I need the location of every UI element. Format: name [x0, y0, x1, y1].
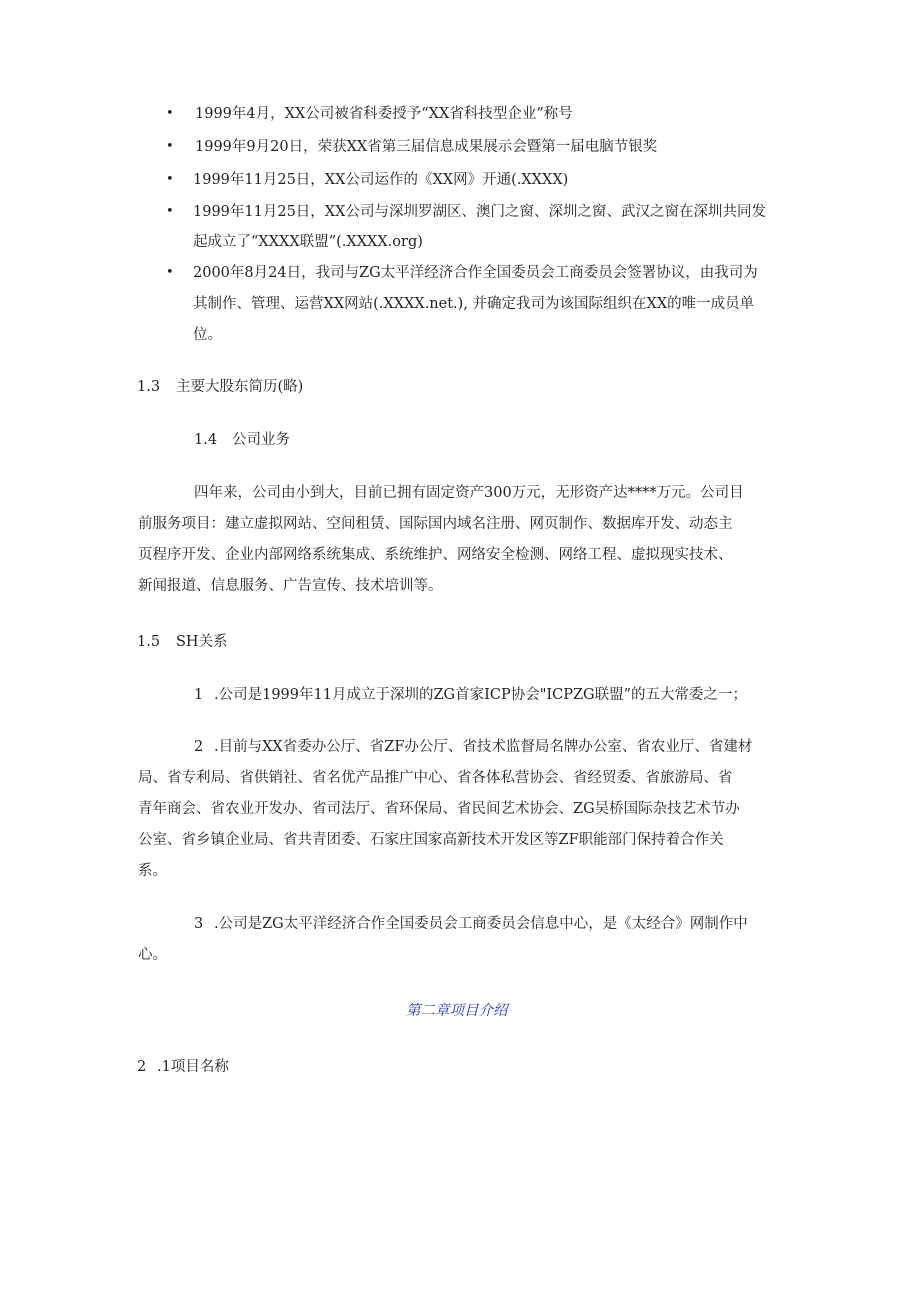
item-number: 1	[194, 687, 204, 703]
item-text-line: 局、省专利局、省供销社、省名优产品推广中心、省各体私营协会、省经贸委、省旅游局、省	[138, 770, 733, 786]
event-text-line: 起成立了“XXXX联盟”(.XXXX.org)	[193, 234, 423, 250]
bullet-marker: •	[166, 106, 174, 121]
item-text-line: 心。	[138, 947, 167, 963]
event-text-line: 1999年11月25日，XX公司运作的《XX网》开通(.XXXX)	[193, 172, 569, 188]
paragraph-line: 前服务项目：建立虚拟网站、空间租赁、国际国内域名注册、网页制作、数据库开发、动态主	[138, 516, 733, 532]
item-text-line: 系。	[138, 863, 167, 879]
section-number: 1.3	[137, 379, 161, 395]
section-number: 2	[137, 1059, 147, 1075]
event-text-line: 1999年4月，XX公司被省科委授予“XX省科技型企业”称号	[195, 106, 573, 122]
paragraph-line: 页程序开发、企业内部网络系统集成、系统维护、网络安全检测、网络工程、虚拟现实技术、	[138, 547, 733, 563]
event-text-line: 2000年8月24日，我司与ZG太平洋经济合作全国委员会工商委员会签署协议，由我司为	[193, 265, 758, 281]
event-text-line: 其制作、管理、运营XX网站(.XXXX.net.), 并确定我司为该国际组织在XX的唯一成员单	[193, 296, 755, 312]
section-title: .1项目名称	[157, 1059, 229, 1075]
event-text-line: 1999年11月25日，XX公司与深圳罗湖区、澳门之窗、深圳之窗、武汉之窗在深圳共同发	[193, 204, 766, 220]
item-text-line: 公室、省乡镇企业局、省共青团委、石家庄国家高新技术开发区等ZF职能部门保持着合作关	[138, 832, 724, 848]
bullet-marker: •	[166, 265, 174, 280]
item-text-line: .公司是ZG太平洋经济合作全国委员会工商委员会信息中心，是《太经合》网制作中	[214, 916, 748, 932]
paragraph-line: 新闻报道、信息服务、广告宣传、技术培训等。	[138, 578, 443, 594]
item-text-line: 青年商会、省农业开发办、省司法厅、省环保局、省民间艺术协会、ZG吴桥国际杂技艺术节办	[138, 801, 740, 817]
item-text-line: .公司是1999年11月成立于深圳的ZG首家ICP协会"ICPZG联盟”的五大常委之一；	[214, 687, 748, 703]
section-number: 1.4	[194, 432, 218, 448]
bullet-marker: •	[166, 139, 174, 154]
bullet-marker: •	[166, 172, 174, 187]
section-title: SH关系	[176, 634, 228, 650]
item-number: 2	[194, 739, 204, 755]
bullet-marker: •	[166, 204, 174, 219]
paragraph-line: 四年来，公司由小到大，目前已拥有固定资产300万元，无形资产达****万元。公司目	[194, 485, 744, 501]
section-number: 1.5	[137, 634, 161, 650]
event-text-line: 位。	[193, 327, 222, 343]
section-title: 公司业务	[232, 432, 290, 448]
event-text-line: 1999年9月20日，荣获XX省第三届信息成果展示会暨第一届电脑节银奖	[195, 139, 658, 155]
section-title: 主要大股东简历(略)	[176, 379, 304, 395]
chapter-title: 第二章项目介绍	[406, 1003, 508, 1019]
item-number: 3	[194, 916, 204, 932]
item-text-line: .目前与XX省委办公厅、省ZF办公厅、省技术监督局名牌办公室、省农业厅、省建材	[214, 739, 753, 755]
